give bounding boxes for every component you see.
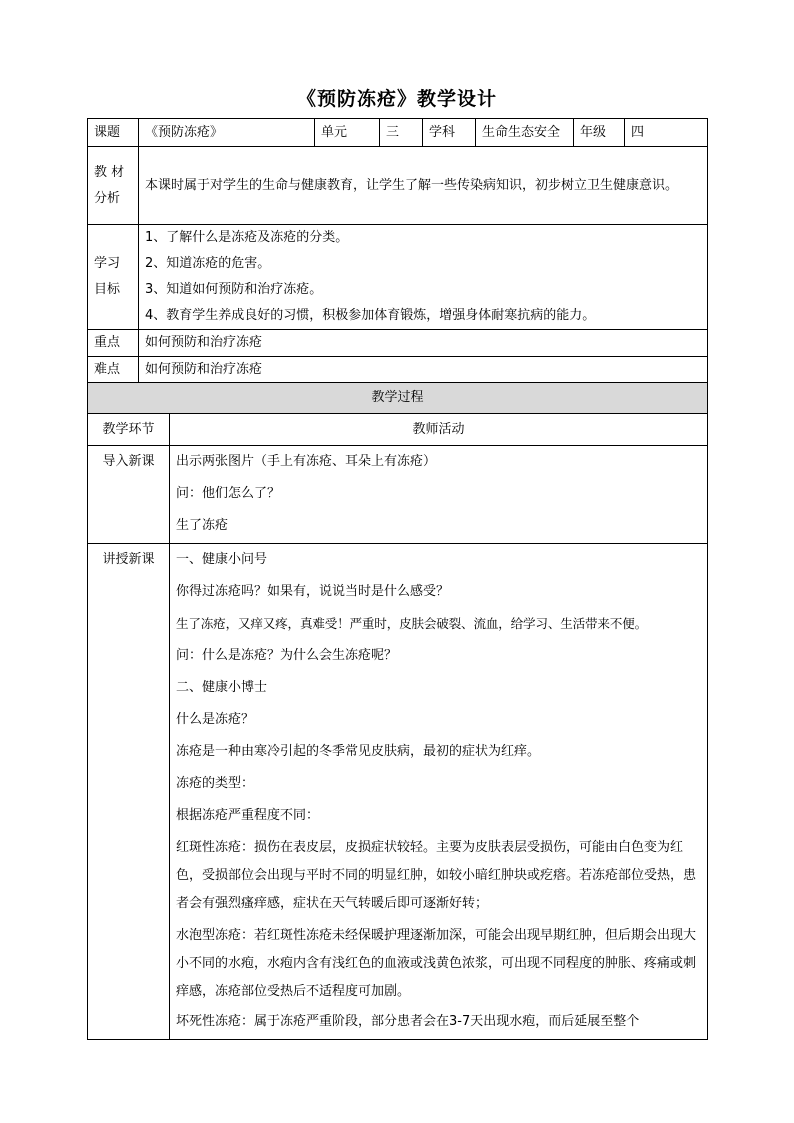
lecture-line: 二、健康小博士 [176, 680, 268, 695]
goals-label [88, 225, 139, 330]
process-header-row [88, 383, 708, 414]
lecture-line: 根据冻疮严重程度不同： [176, 808, 320, 823]
lecture-row [88, 544, 708, 1040]
grade-value: 四 [625, 119, 708, 147]
course-value: 《预防冻疮》 [139, 119, 315, 147]
intro-row [88, 446, 708, 544]
analysis-text: 本课时属于对学生的生命与健康教育，让学生了解一些传染病知识，初步树立卫生健康意识。 [139, 147, 708, 225]
difficult-point-label: 难点 [88, 357, 139, 383]
subject-value: 生命生态安全 [476, 119, 574, 147]
info-row [88, 119, 708, 147]
lecture-line: 你得过冻疮吗？如果有，说说当时是什么感受？ [176, 584, 450, 599]
lecture-line: 生了冻疮，又痒又疼，真难受！严重时，皮肤会破裂、流血，给学习、生活带来不便。 [176, 616, 647, 631]
lecture-line: 什么是冻疮？ [176, 712, 255, 727]
key-point-label: 重点 [88, 330, 139, 357]
analysis-label-line-1: 教 材 [94, 164, 125, 180]
intro-activity [170, 446, 708, 544]
lecture-line: 问：什么是冻疮？为什么会生冻疮呢？ [176, 648, 398, 663]
analysis-label-line-2: 分析 [94, 190, 121, 206]
lecture-paragraph: 红斑性冻疮：损伤在表皮层，皮损症状较轻。主要为皮肤表层受损伤，可能由白色变为红色，受损部位会出现与平时不同的明显红肿，如较小暗红肿块或疙瘩。若冻疮部位受热，患者会有强烈瘙痒感，症状在天气转暖后即可逐渐好转； [176, 840, 697, 911]
analysis-row [88, 147, 708, 225]
unit-value: 三 [380, 119, 423, 147]
lecture-paragraph: 坏死性冻疮：属于冻疮严重阶段，部分患者会在3-7天出现水疱，而后延展至整个 [176, 1014, 640, 1029]
lesson-info-table [87, 118, 708, 383]
goals-label-line-1: 学习 [94, 256, 121, 271]
process-columns-row [88, 414, 708, 446]
lecture-activity [170, 544, 708, 1040]
intro-stage-label: 导入新课 [102, 454, 155, 469]
course-label: 课题 [88, 119, 139, 147]
intro-line: 问：他们怎么了？ [176, 486, 281, 501]
difficult-point-row [88, 357, 708, 383]
difficult-point-text: 如何预防和治疗冻疮 [139, 357, 708, 383]
key-point-row [88, 330, 708, 357]
goal-item: 4、教育学生养成良好的习惯，积极参加体育锻炼，增强身体耐寒抗病的能力。 [145, 308, 596, 323]
stage-column-header: 教学环节 [88, 414, 170, 446]
goal-item: 1、了解什么是冻疮及冻疮的分类。 [145, 230, 349, 245]
lecture-line: 一、健康小问号 [176, 552, 268, 567]
goals-list [139, 225, 708, 330]
goal-item: 2、知道冻疮的危害。 [145, 256, 271, 271]
goals-label-line-2: 目标 [94, 282, 121, 297]
process-header: 教学过程 [88, 383, 708, 414]
goal-item: 3、知道如何预防和治疗冻疮。 [145, 282, 323, 297]
intro-stage [88, 446, 170, 544]
lecture-stage [88, 544, 170, 1040]
analysis-label [88, 147, 139, 225]
key-point-text: 如何预防和治疗冻疮 [139, 330, 708, 357]
lecture-line: 冻疮的类型： [176, 776, 255, 791]
lecture-line: 冻疮是一种由寒冷引起的冬季常见皮肤病，最初的症状为红痒。 [176, 744, 541, 759]
unit-label: 单元 [315, 119, 380, 147]
teaching-process-table [87, 382, 708, 1040]
lecture-stage-label: 讲授新课 [102, 552, 155, 567]
subject-label: 学科 [423, 119, 476, 147]
lecture-paragraph: 水泡型冻疮：若红斑性冻疮未经保暖护理逐渐加深，可能会出现早期红肿，但后期会出现大小不同的水疱，水疱内含有浅红色的血液或浅黄色浓浆，可出现不同程度的肿胀、疼痛或刺痒感，冻疮部位受热后不适程度可加剧。 [176, 928, 697, 999]
intro-line: 生了冻疮 [176, 518, 229, 533]
goals-row [88, 225, 708, 330]
intro-line: 出示两张图片（手上有冻疮、耳朵上有冻疮） [176, 454, 437, 469]
activity-column-header: 教师活动 [170, 414, 708, 446]
grade-label: 年级 [574, 119, 625, 147]
page-title: 《预防冻疮》教学设计 [296, 88, 497, 110]
